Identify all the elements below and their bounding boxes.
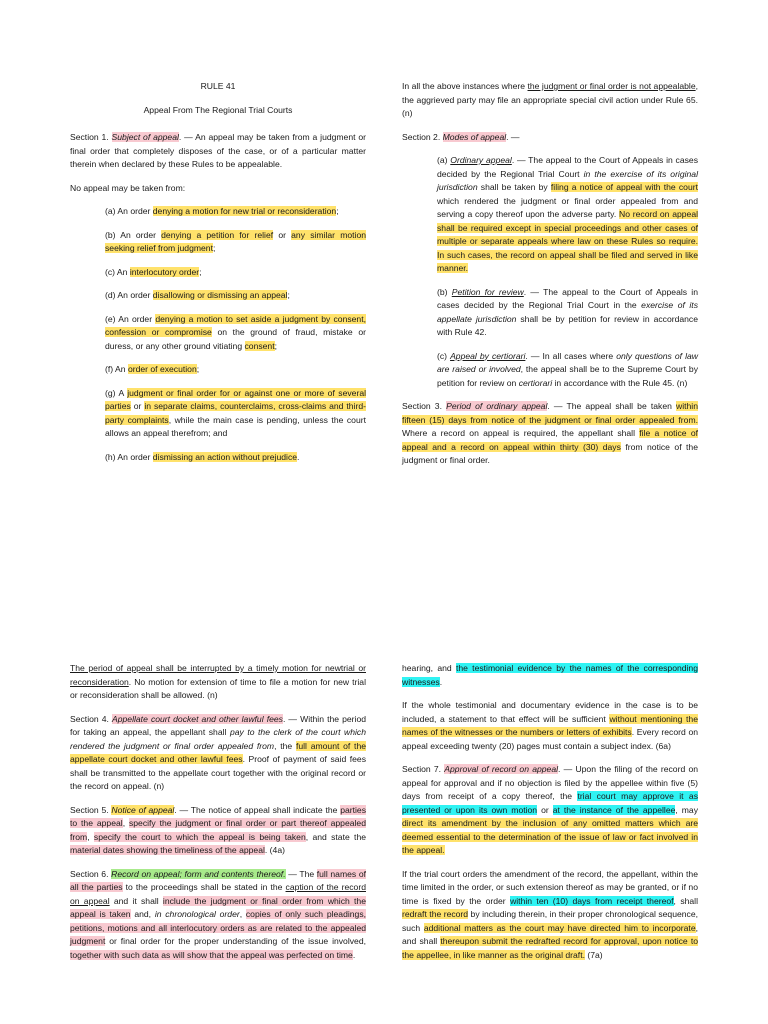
rule-title: RULE 41 bbox=[200, 81, 236, 91]
left-column bbox=[70, 662, 366, 972]
text-span: caption of the record on appeal bbox=[70, 882, 366, 906]
text-span: , bbox=[87, 831, 94, 842]
text-span: Ordinary appeal bbox=[450, 155, 512, 165]
section-heading: Approval of record on appeal bbox=[444, 764, 559, 774]
ordinary-appeal bbox=[402, 154, 698, 276]
text-span: without mentioning the names of the witnesses or the numbers or letters of exhibits bbox=[402, 713, 698, 737]
text-span: , the appeal shall be to the Supreme Court by petition for review on bbox=[437, 364, 698, 388]
text-span: ; bbox=[287, 290, 290, 300]
section-heading: Subject of appeal bbox=[111, 132, 179, 142]
list-item bbox=[70, 229, 366, 256]
text-span: (b) bbox=[437, 286, 452, 297]
text-span: judgment or final order for or against one or more of several parties bbox=[105, 387, 367, 411]
text-span: thereupon submit the redrafted record for approval, upon notice to the appellee, in like manner as the original draft. bbox=[402, 936, 698, 960]
text-span: in chronological order bbox=[154, 909, 240, 919]
list-item bbox=[70, 451, 366, 465]
text-span: (h) An order bbox=[105, 451, 153, 462]
text-span: direct its amendment by the inclusion of any omitted matters which are deemed essential to the determination of the issue of law or fact involved in the appeal. bbox=[402, 818, 698, 855]
text-span: ; bbox=[274, 340, 277, 351]
text-span: interlocutory order bbox=[129, 266, 200, 277]
text-span: . (4a) bbox=[264, 845, 285, 855]
text-span: certiorari bbox=[518, 377, 553, 388]
text-span: , shall bbox=[673, 895, 698, 906]
text-span: in the exercise of its original jurisdiction bbox=[437, 168, 698, 192]
text-span: Appeal by certiorari bbox=[450, 350, 526, 361]
text-span: ; bbox=[212, 243, 216, 253]
text-span: . bbox=[297, 451, 300, 462]
text-span: dismissing an action without prejudice bbox=[152, 451, 298, 462]
paragraph bbox=[402, 699, 698, 753]
text-span: (a) bbox=[437, 155, 451, 165]
text-span: parties to the appeal bbox=[70, 804, 367, 828]
text-span: , and shall bbox=[402, 922, 698, 946]
text-span: include the judgment or final order from which the appeal is taken bbox=[70, 895, 366, 919]
text-span: . bbox=[439, 676, 443, 687]
text-span: and, bbox=[130, 909, 155, 919]
text-span: , bbox=[122, 818, 129, 828]
paragraph bbox=[70, 662, 366, 703]
section-5 bbox=[70, 804, 366, 858]
section-3 bbox=[402, 400, 698, 468]
text-span: file a notice of appeal and a record on appeal within thirty (30) days bbox=[402, 428, 698, 452]
text-span: . Proof of payment of said fees shall be transmitted to the appellate court together with the original record or the record on appeal. (n) bbox=[70, 754, 366, 791]
text-span: . — The appeal shall be taken bbox=[547, 401, 677, 411]
text-span: in accordance with the Rule 45. (n) bbox=[552, 377, 688, 388]
text-span: consent bbox=[244, 340, 275, 351]
text-span: . — bbox=[506, 131, 520, 142]
text-span: shall be by petition for review in accordance with Rule 42. bbox=[437, 313, 698, 337]
text-span: , bbox=[239, 909, 246, 919]
text-span: by including therein, in their proper chronological sequence, such bbox=[402, 909, 698, 933]
section-heading: Modes of appeal bbox=[442, 131, 507, 142]
text-span: . — The appeal to the Court of Appeals in cases decided by the Regional Trial Court bbox=[437, 155, 698, 179]
text-span: . — Upon the filing of the record on appeal for approval and if no objection is filed by the appellee within five (5) days from receipt of a copy thereof, the bbox=[402, 764, 699, 801]
text-span: the judgment or final order is not appealable bbox=[527, 81, 696, 91]
text-span: Section 7. bbox=[402, 764, 445, 774]
text-span: specify the judgment or final order or part thereof appealed from bbox=[70, 818, 366, 842]
section-6 bbox=[70, 868, 366, 963]
text-span: redraft the record bbox=[402, 909, 469, 919]
text-span: . bbox=[352, 949, 356, 960]
text-span: (e) An order bbox=[105, 313, 156, 324]
text-span: , and state the bbox=[305, 831, 366, 842]
list-item bbox=[70, 289, 366, 303]
list-item bbox=[70, 313, 366, 354]
list-item bbox=[70, 205, 366, 219]
text-span: . — An appeal may be taken from a judgment or final order that completely disposes of the case, or of a particular matter therein when declared by these Rules to be appealable. bbox=[70, 132, 367, 169]
text-span: full amount of the appellate court docket and other lawful fees bbox=[70, 740, 367, 764]
text-span: If the whole testimonial and documentary evidence in the case is to be included, a statement to that effect will be sufficient bbox=[402, 700, 698, 724]
text-span: (g) A bbox=[105, 387, 128, 398]
text-span: — The bbox=[285, 868, 317, 879]
text-span: Petition for review bbox=[451, 286, 524, 297]
section-heading: Record on appeal; form and contents thereof. bbox=[111, 868, 286, 879]
section-4 bbox=[70, 713, 366, 794]
text-span: (c) bbox=[437, 350, 451, 361]
text-span: Section 4. bbox=[70, 713, 113, 724]
text-span: (f) An bbox=[105, 364, 128, 374]
text-span: , while the main case is pending, unless the court allows an appeal therefrom; and bbox=[105, 414, 366, 438]
text-span: in separate claims, counterclaims, cross-claims and third-party complaints bbox=[105, 401, 366, 425]
text-span: , the bbox=[274, 740, 296, 751]
text-span: or bbox=[130, 401, 145, 411]
text-span: , the aggrieved party may file an appropriate special civil action under Rule 65. (n) bbox=[402, 81, 698, 118]
text-span: or bbox=[537, 804, 553, 815]
paragraph bbox=[402, 662, 698, 689]
paragraph bbox=[402, 80, 698, 121]
text-span: The period of appeal shall be interrupted by a timely motion for newtrial or reconsideration bbox=[70, 663, 366, 687]
text-span: specify the court to which the appeal is being taken bbox=[93, 831, 306, 842]
text-span: additional matters as the court may have directed him to incorporate bbox=[423, 922, 696, 933]
text-span: . No motion for extension of time to file a motion for new trial or reconsideration shall be allowed. (n) bbox=[70, 676, 366, 700]
text-span: (d) An order bbox=[105, 290, 153, 300]
text-span: or bbox=[273, 229, 292, 240]
text-span: shall be taken by bbox=[477, 182, 551, 192]
text-span: trial court may approve it as presented or upon its own motion bbox=[402, 791, 698, 815]
text-span: which rendered the judgment or final order appealed from and serving a copy thereof upon the adverse party. bbox=[437, 195, 698, 219]
text-span: copies of only such pleadings, petitions, motions and all interlocutory orders as are related to the appealed judgment bbox=[70, 909, 367, 946]
document-page-2 bbox=[0, 562, 768, 1024]
text-span: material dates showing the timeliness of the appeal bbox=[70, 845, 265, 855]
text-span: on the ground of fraud, mistake or duress, or any other ground vitiating bbox=[105, 327, 366, 351]
text-span: ; bbox=[199, 266, 202, 277]
paragraph bbox=[402, 868, 698, 963]
text-span: Section 3. bbox=[402, 401, 447, 411]
text-span: full names of all the parties bbox=[70, 868, 366, 892]
appeal-by-certiorari bbox=[402, 350, 698, 391]
no-appeal-intro: No appeal may be taken from: bbox=[70, 182, 186, 193]
section-heading: Notice of appeal bbox=[111, 804, 175, 815]
right-column bbox=[402, 80, 698, 478]
text-span: ; bbox=[336, 206, 339, 216]
text-span: hearing, and bbox=[402, 663, 456, 673]
text-span: pay to the clerk of the court which rendered the judgment or final order appealed from bbox=[70, 727, 366, 751]
text-span: the testimonial evidence by the names of the corresponding witnesses bbox=[402, 663, 698, 687]
text-span: Section 1. bbox=[70, 132, 112, 142]
list-item bbox=[70, 387, 366, 441]
text-span: disallowing or dismissing an appeal bbox=[152, 290, 288, 300]
text-span: . — The appeal to the Court of Appeals in cases decided by the Regional Trial Court in the bbox=[437, 286, 698, 310]
section-heading: Appellate court docket and other lawful fees bbox=[112, 713, 283, 724]
right-column bbox=[402, 662, 698, 972]
text-span: denying a motion for new trial or reconsideration bbox=[152, 206, 337, 216]
text-span: . — In all cases where bbox=[525, 350, 617, 361]
text-span: and it shall bbox=[109, 895, 163, 906]
text-span: , may bbox=[675, 804, 699, 815]
text-span: order of execution bbox=[127, 364, 197, 374]
text-span: any similar motion seeking relief from judgment bbox=[105, 229, 366, 253]
text-span: exercise of its appellate jurisdiction bbox=[437, 300, 698, 324]
list-item bbox=[70, 266, 366, 280]
text-span: to the proceedings shall be stated in the bbox=[122, 882, 286, 892]
text-span: Section 2. bbox=[402, 131, 443, 142]
text-span: at the instance of the appellee bbox=[552, 804, 676, 815]
section-heading: Period of ordinary appeal bbox=[446, 401, 548, 411]
section-1 bbox=[70, 131, 366, 172]
text-span: In all the above instances where bbox=[402, 81, 528, 91]
text-span: Where a record on appeal is required, the appellant shall bbox=[402, 428, 640, 438]
text-span: Section 6. bbox=[70, 868, 112, 879]
rule-subtitle: Appeal From The Regional Trial Courts bbox=[143, 104, 293, 115]
text-span: If the trial court orders the amendment of the record, the appellant, within the time limited in the order, or such extension thereof as may be granted, or if no time is fixed by the order bbox=[402, 868, 698, 906]
petition-for-review bbox=[402, 286, 698, 340]
left-column bbox=[70, 80, 366, 474]
text-span: . — Within the period for taking an appeal, the appellant shall bbox=[70, 713, 366, 737]
text-span: within ten (10) days from receipt thereof bbox=[510, 895, 674, 906]
text-span: (c) An bbox=[105, 266, 130, 277]
list-item bbox=[70, 363, 366, 377]
text-span: from notice of the judgment or final order. bbox=[402, 441, 698, 465]
text-span: . Every record on appeal exceeding twenty (20) pages must contain a subject index. (6a) bbox=[402, 727, 699, 751]
text-span: together with such data as will show that the appeal was perfected on time bbox=[70, 949, 353, 960]
text-span: (b) An order bbox=[105, 229, 162, 240]
text-span: only questions of law are raised or involved bbox=[437, 350, 698, 374]
text-span: denying a petition for relief bbox=[161, 229, 274, 240]
text-span: No record on appeal shall be required except in special proceedings and other cases of multiple or separate appeals where law on these Rules so require. In such cases, the record on appeal shall be filed and served in like manner. bbox=[437, 209, 699, 273]
text-span: Section 5. bbox=[70, 804, 112, 815]
text-span: filing a notice of appeal with the court bbox=[550, 182, 698, 192]
section-7 bbox=[402, 763, 698, 858]
text-span: denying a motion to set aside a judgment by consent, confession or compromise bbox=[105, 313, 366, 337]
text-span: within fifteen (15) days from notice of the judgment or final order appealed from. bbox=[402, 401, 698, 425]
text-span: ; bbox=[196, 364, 200, 374]
text-span: . — The notice of appeal shall indicate the bbox=[174, 804, 341, 815]
text-span: or final order for the proper understanding of the issue involved, bbox=[105, 936, 366, 946]
section-2 bbox=[402, 131, 698, 145]
text-span: (a) An order bbox=[105, 206, 153, 216]
text-span: (7a) bbox=[584, 949, 603, 960]
